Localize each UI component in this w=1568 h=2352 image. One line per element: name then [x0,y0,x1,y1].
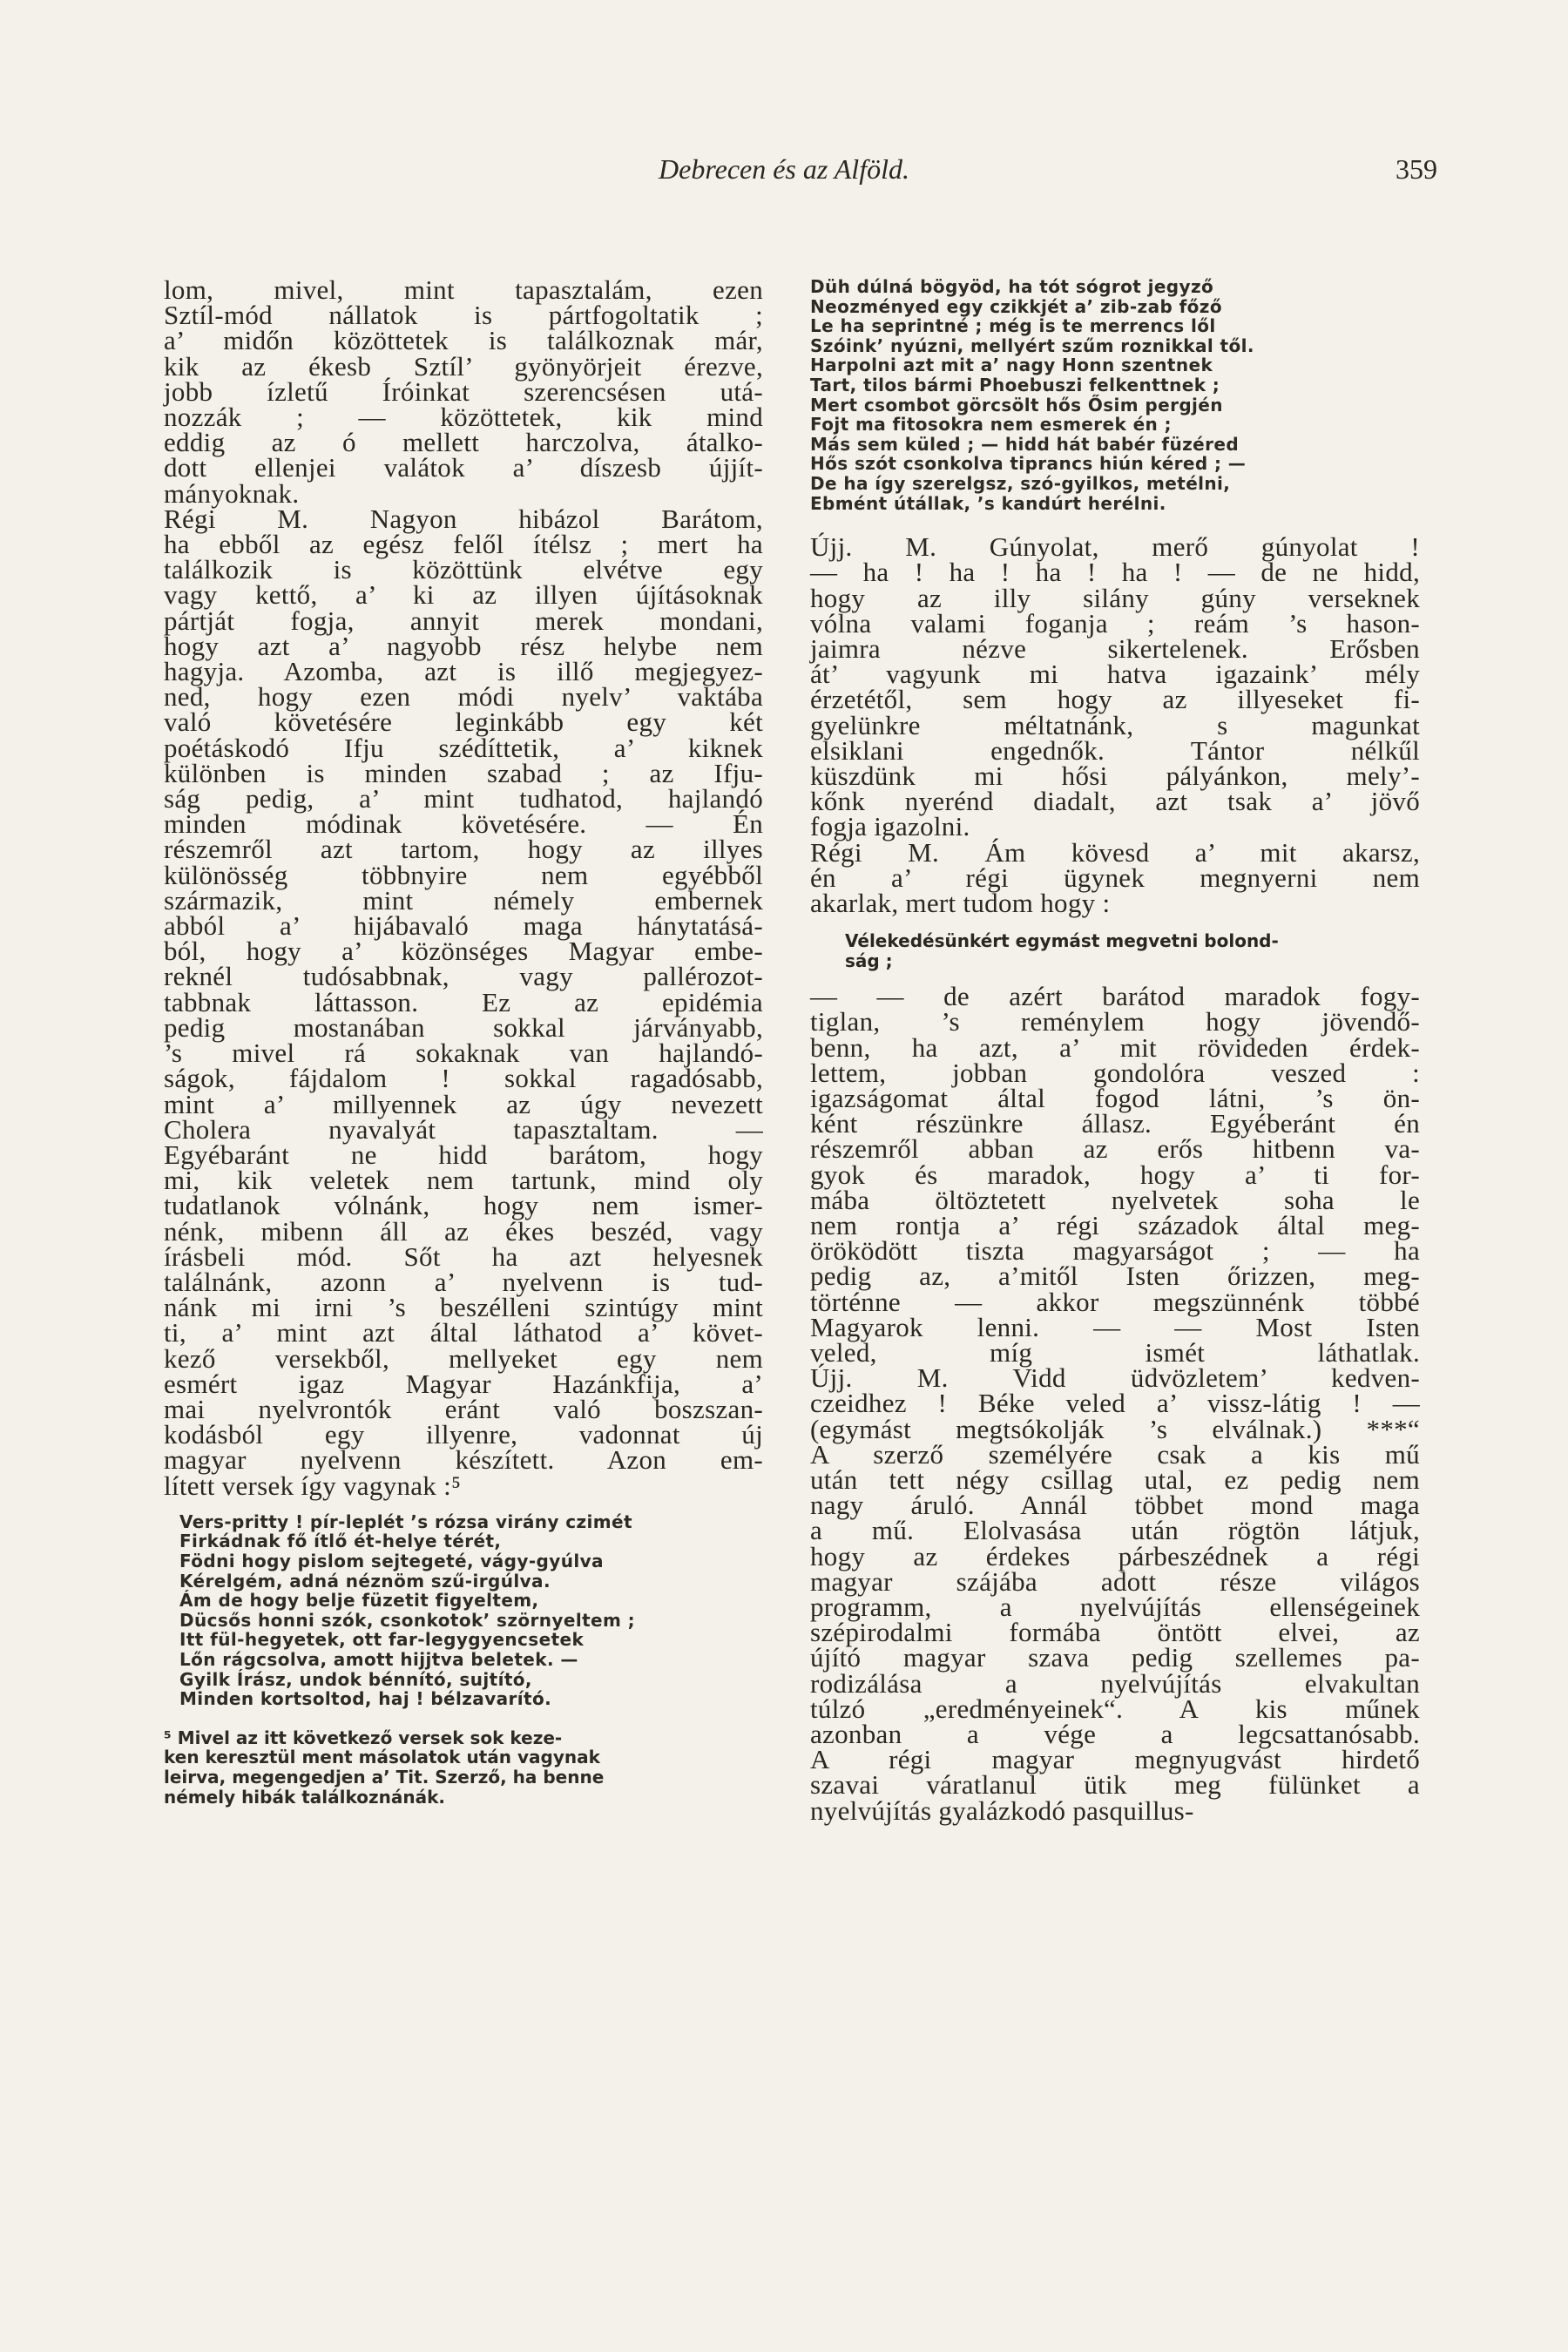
prose-line: ságok, fájdalom ! sokkal ragadósabb, [164,1063,763,1094]
prose-line: Sztíl-mód nállatok is pártfogoltatik ; [164,300,763,331]
verse-line: Fojt ma fitosokra nem esmerek én ; [810,414,1172,436]
prose-line: után tett négy csillag utal, ez pedig nem [810,1464,1420,1496]
prose-line: hogy azt a’ nagyobb rész helybe nem [164,630,763,661]
prose-line: kik az ékesb Sztíl’ gyönyörjeit érezve, [164,350,763,382]
prose-line: hogy az illy silány gúny verseknek [810,582,1420,613]
prose-line: a’ midőn közöttetek is találkoznak már, [164,325,763,356]
verse-line: Lőn rágcsolva, amott hijjtva beletek. — [179,1648,578,1670]
prose-line: ból, hogy a’ közönséges Magyar embe- [164,936,763,967]
prose-line: kodásból egy illyenre, vadonnat új [164,1419,763,1450]
prose-line: pártját fogja, annyit merek mondani, [164,605,763,636]
prose-line: a mű. Elolvasása után rögtön látjuk, [810,1515,1420,1546]
prose-line: ned, hogy ezen módi nyelv’ vaktába [164,681,763,713]
prose-line: szépirodalmi formába öntött elvei, az [810,1617,1420,1648]
footnote-line: némely hibák találkoznánák. [164,1787,446,1808]
prose-line: tudatlanok vólnánk, hogy nem ismer- [164,1190,763,1221]
prose-line: (egymást megtsókolják ’s elválnak.) ***“ [810,1413,1420,1444]
prose-line: hogy az érdekes párbeszédnek a régi [810,1540,1420,1571]
prose-line: tiglan, ’s reménylem hogy jövendő- [810,1006,1420,1037]
prose-line: Újj. M. Gúnyolat, merő gúnyolat ! [810,531,1420,563]
verse-line: Tart, tilos bármi Phoebuszi felkenttnek ; [810,374,1220,395]
prose-line: nagy áruló. Annál többet mond maga [810,1490,1420,1521]
prose-line: hagyja. Azomba, azt is illő megjegyez- [164,656,763,687]
footnote-line: leirva, megengedjen a’ Tit. Szerző, ha benne [164,1767,605,1788]
left-prose [164,274,763,1501]
verse-line: Dücsős honni szók, csonkotok’ szörnyeltem ; [179,1609,636,1631]
prose-line: kőnk nyerénd diadalt, azt tsak a’ jövő [810,786,1420,817]
verse-line: Más sem küled ; — hidd hát babér füzéred [810,433,1240,455]
prose-line: való követésére leginkább egy két [164,706,763,738]
prose-line: öröködött tiszta magyarságot ; — ha [810,1235,1420,1267]
prose-line: dott ellenjei valátok a’ díszesb újjít- [164,452,763,483]
prose-line: elsiklani engednők. Tántor nélkűl [810,734,1420,766]
verse-line: Vers-pritty ! pír-leplét ’s rózsa virány czimét [179,1511,632,1532]
prose-line: lettem, jobban gondolóra veszed : [810,1057,1420,1088]
prose-line: érzetétől, sem hogy az illyeseket fi- [810,684,1420,715]
prose-line: — ha ! ha ! ha ! ha ! — de ne hidd, [810,557,1420,588]
verse-line: Födni hogy pislom sejtegeté, vágy-gyúlva [179,1550,604,1571]
page-number: 359 [1396,153,1437,185]
prose-line: mába öltöztetett nyelvetek soha le [810,1184,1420,1215]
prose-line: származik, mint némely embernek [164,884,763,916]
prose-line: ság pedig, a’ mint tudhatod, hajlandó [164,783,763,814]
right-column [810,276,1420,1826]
prose-line: magyar szájába adott része világos [810,1565,1420,1597]
prose-line: czeidhez ! Béke veled a’ vissz-látig ! — [810,1388,1420,1419]
prose-line: minden módinak követésére. — Én [164,808,763,840]
prose-line: programm, a nyelvújítás ellenségeinek [810,1592,1420,1623]
prose-line: pedig mostanában sokkal járványabb, [164,1011,763,1043]
prose-line: reknél tudósabbnak, vagy pallérozot- [164,961,763,992]
prose-line: Régi M. Ám kövesd a’ mit akarsz, [810,836,1420,868]
prose-line: küszdünk mi hősi pályánkon, mely’- [810,760,1420,791]
prose-line: lített versek így vagynak :⁵ [164,1470,462,1501]
prose-line: mányoknak. [164,477,300,509]
verse-line: Ebmént útállak, ’s kandúrt herélni. [810,492,1166,514]
prose-line: különösség többnyire nem egyébből [164,859,763,890]
prose-line: nénk, mibenn áll az ékes beszéd, vagy [164,1215,763,1247]
left-column [164,274,763,1808]
prose-line: A régi magyar megnyugvást hirdető [810,1744,1420,1775]
verse-line: Hős szót csonkolva tiprancs hiún kéred ; — [810,453,1247,475]
quote-line: ság ; [845,950,893,972]
prose-line: gyok és maradok, hogy a’ ti for- [810,1159,1420,1190]
verse-line: Firkádnak fő ítlő ét-helye térét, [179,1531,502,1552]
prose-line: jobb ízletű Íróinkat szerencsésen utá- [164,375,763,407]
verse-line: Harpolni azt mit a’ nagy Honn szentnek [810,355,1213,376]
quote-line: Vélekedésünkért egymást megvetni bolond- [845,930,1279,952]
prose-line: poétáskodó Ifju szédíttetik, a’ kiknek [164,732,763,763]
prose-line: igazságomat által fogod látni, ’s ön- [810,1082,1420,1113]
prose-line: nem rontja a’ régi századok által meg- [810,1210,1420,1240]
verse-line: Ám de hogy belje füzetit figyeltem, [179,1590,539,1612]
footnote-line: ken keresztül ment másolatok után vagynak [164,1747,600,1768]
verse-line: Neozményed egy czikkjét a’ zib-zab főző [810,295,1222,317]
prose-line: vagy kettő, a’ ki az illyen újításoknak [164,579,763,611]
prose-line: pedig az, a’mitől Isten őrizzen, meg- [810,1260,1420,1292]
left-verse [179,1512,763,1709]
prose-line: részemről azt tartom, hogy az illyes [164,834,763,865]
prose-line: fogja igazolni. [810,811,970,842]
prose-line: abból a’ hijábavaló maga hánytatásá- [164,910,763,942]
prose-line: — — de azért barátod maradok fogy- [810,981,1420,1012]
footnote-line: ⁵ Mivel az itt következő versek sok keze- [164,1727,563,1748]
prose-line: Cholera nyavalyát tapasztaltam. — [164,1113,763,1145]
prose-line: Magyarok lenni. — — Most Isten [810,1311,1420,1342]
prose-line: lom, mivel, mint tapasztalám, ezen [164,274,763,305]
prose-line: találnánk, azonn a’ nyelvenn is tud- [164,1266,763,1297]
verse-line: Düh dúlná bögyöd, ha tót sógrot jegyző [810,276,1214,297]
verse-line: Itt fül-hegyetek, ott far-legygyencsetek [179,1629,585,1651]
prose-line: rodizálása a nyelvújítás elvakultan [810,1667,1420,1699]
right-verse [810,277,1420,513]
verse-line: Minden kortsoltod, haj ! bélzavarító. [179,1688,552,1710]
prose-line: nyelvújítás gyalázkodó pasquillus- [810,1794,1194,1826]
prose-line: ha ebből az egész felől ítélsz ; mert ha [164,529,763,560]
prose-line: tabbnak láttasson. Ez az epidémia [164,986,763,1017]
prose-line: újító magyar szava pedig szellemes pa- [810,1642,1420,1673]
prose-line: vólna valami foganja ; reám ’s hason- [810,607,1420,639]
prose-line: én a’ régi ügynek megnyerni nem [810,862,1420,893]
prose-line: mi, kik veletek nem tartunk, mind oly [164,1165,763,1196]
prose-line: kező versekből, mellyeket egy nem [164,1342,763,1374]
prose-line: nánk mi irni ’s beszélleni szintúgy mint [164,1292,763,1323]
prose-line: mai nyelvrontók eránt való boszszan- [164,1393,763,1424]
footnote [164,1728,763,1808]
prose-line: át’ vagyunk mi hatva igazaink’ mély [810,659,1420,690]
prose-line: esmért igaz Magyar Hazánkfija, a’ [164,1368,763,1399]
prose-line: jaimra nézve sikertelenek. Erősben [810,632,1420,664]
prose-line: történne — akkor megszünnénk többé [810,1286,1420,1317]
prose-line: benn, ha azt, a’ mit rövideden érdek- [810,1031,1420,1063]
prose-line: azonban a vége a legcsattanósabb. [810,1719,1420,1750]
prose-line: mint a’ millyennek az úgy nevezett [164,1088,763,1119]
prose-line: nozzák ; — közöttetek, kik mind [164,402,763,433]
prose-line: részemről abban az erős hitbenn va- [810,1133,1420,1165]
prose-line: ként részünkre állasz. Egyéberánt én [810,1108,1420,1139]
right-prose-dialogue [810,531,1420,918]
verse-line: De ha így szerelgsz, szó-gyilkos, metélni, [810,472,1231,494]
prose-line: találkozik is közöttünk elvétve egy [164,554,763,585]
verse-line: Mert csombot görcsölt hős Ősim pergjén [810,394,1223,416]
prose-line: eddig az ó mellett harczolva, átalko- [164,427,763,458]
prose-line: Régi M. Nagyon hibázol Barátom, [164,503,763,534]
prose-line: akarlak, mert tudom hogy : [810,887,1111,918]
prose-line: Egyébaránt ne hidd barátom, hogy [164,1139,763,1170]
verse-line: Gyilk Írász, undok bénnító, sujtító, [179,1668,532,1690]
verse-line: Kérelgém, adná néznöm szű-irgúlva. [179,1570,551,1592]
prose-line: ti, a’ mint azt által láthatod a’ követ- [164,1317,763,1348]
running-title: Debrecen és az Alföld. [659,153,909,185]
prose-line: írásbeli mód. Sőt ha azt helyesnek [164,1240,763,1272]
prose-line: magyar nyelvenn készített. Azon em- [164,1444,763,1476]
prose-line: szavai váratlanul ütik meg fülünket a [810,1769,1420,1801]
prose-line: Újj. M. Vidd üdvözletem’ kedven- [810,1362,1420,1394]
prose-line: túlzó „eredményeinek“. A kis műnek [810,1693,1420,1724]
quoted-verse [845,931,1420,971]
prose-line: A szerző személyére csak a kis mű [810,1438,1420,1470]
verse-line: Le ha seprintné ; még is te merrencs lől [810,315,1216,337]
prose-line: különben is minden szabad ; az Ifju- [164,757,763,788]
prose-line: veled, míg ismét láthatlak. [810,1337,1420,1369]
prose-line: gyelünkre méltatnánk, s magunkat [810,709,1420,740]
prose-line: ’s mivel rá sokaknak van hajlandó- [164,1037,763,1069]
right-prose-commentary [810,981,1420,1826]
verse-line: Szóink’ nyúzni, mellyért szűm roznikkal től. [810,335,1254,356]
